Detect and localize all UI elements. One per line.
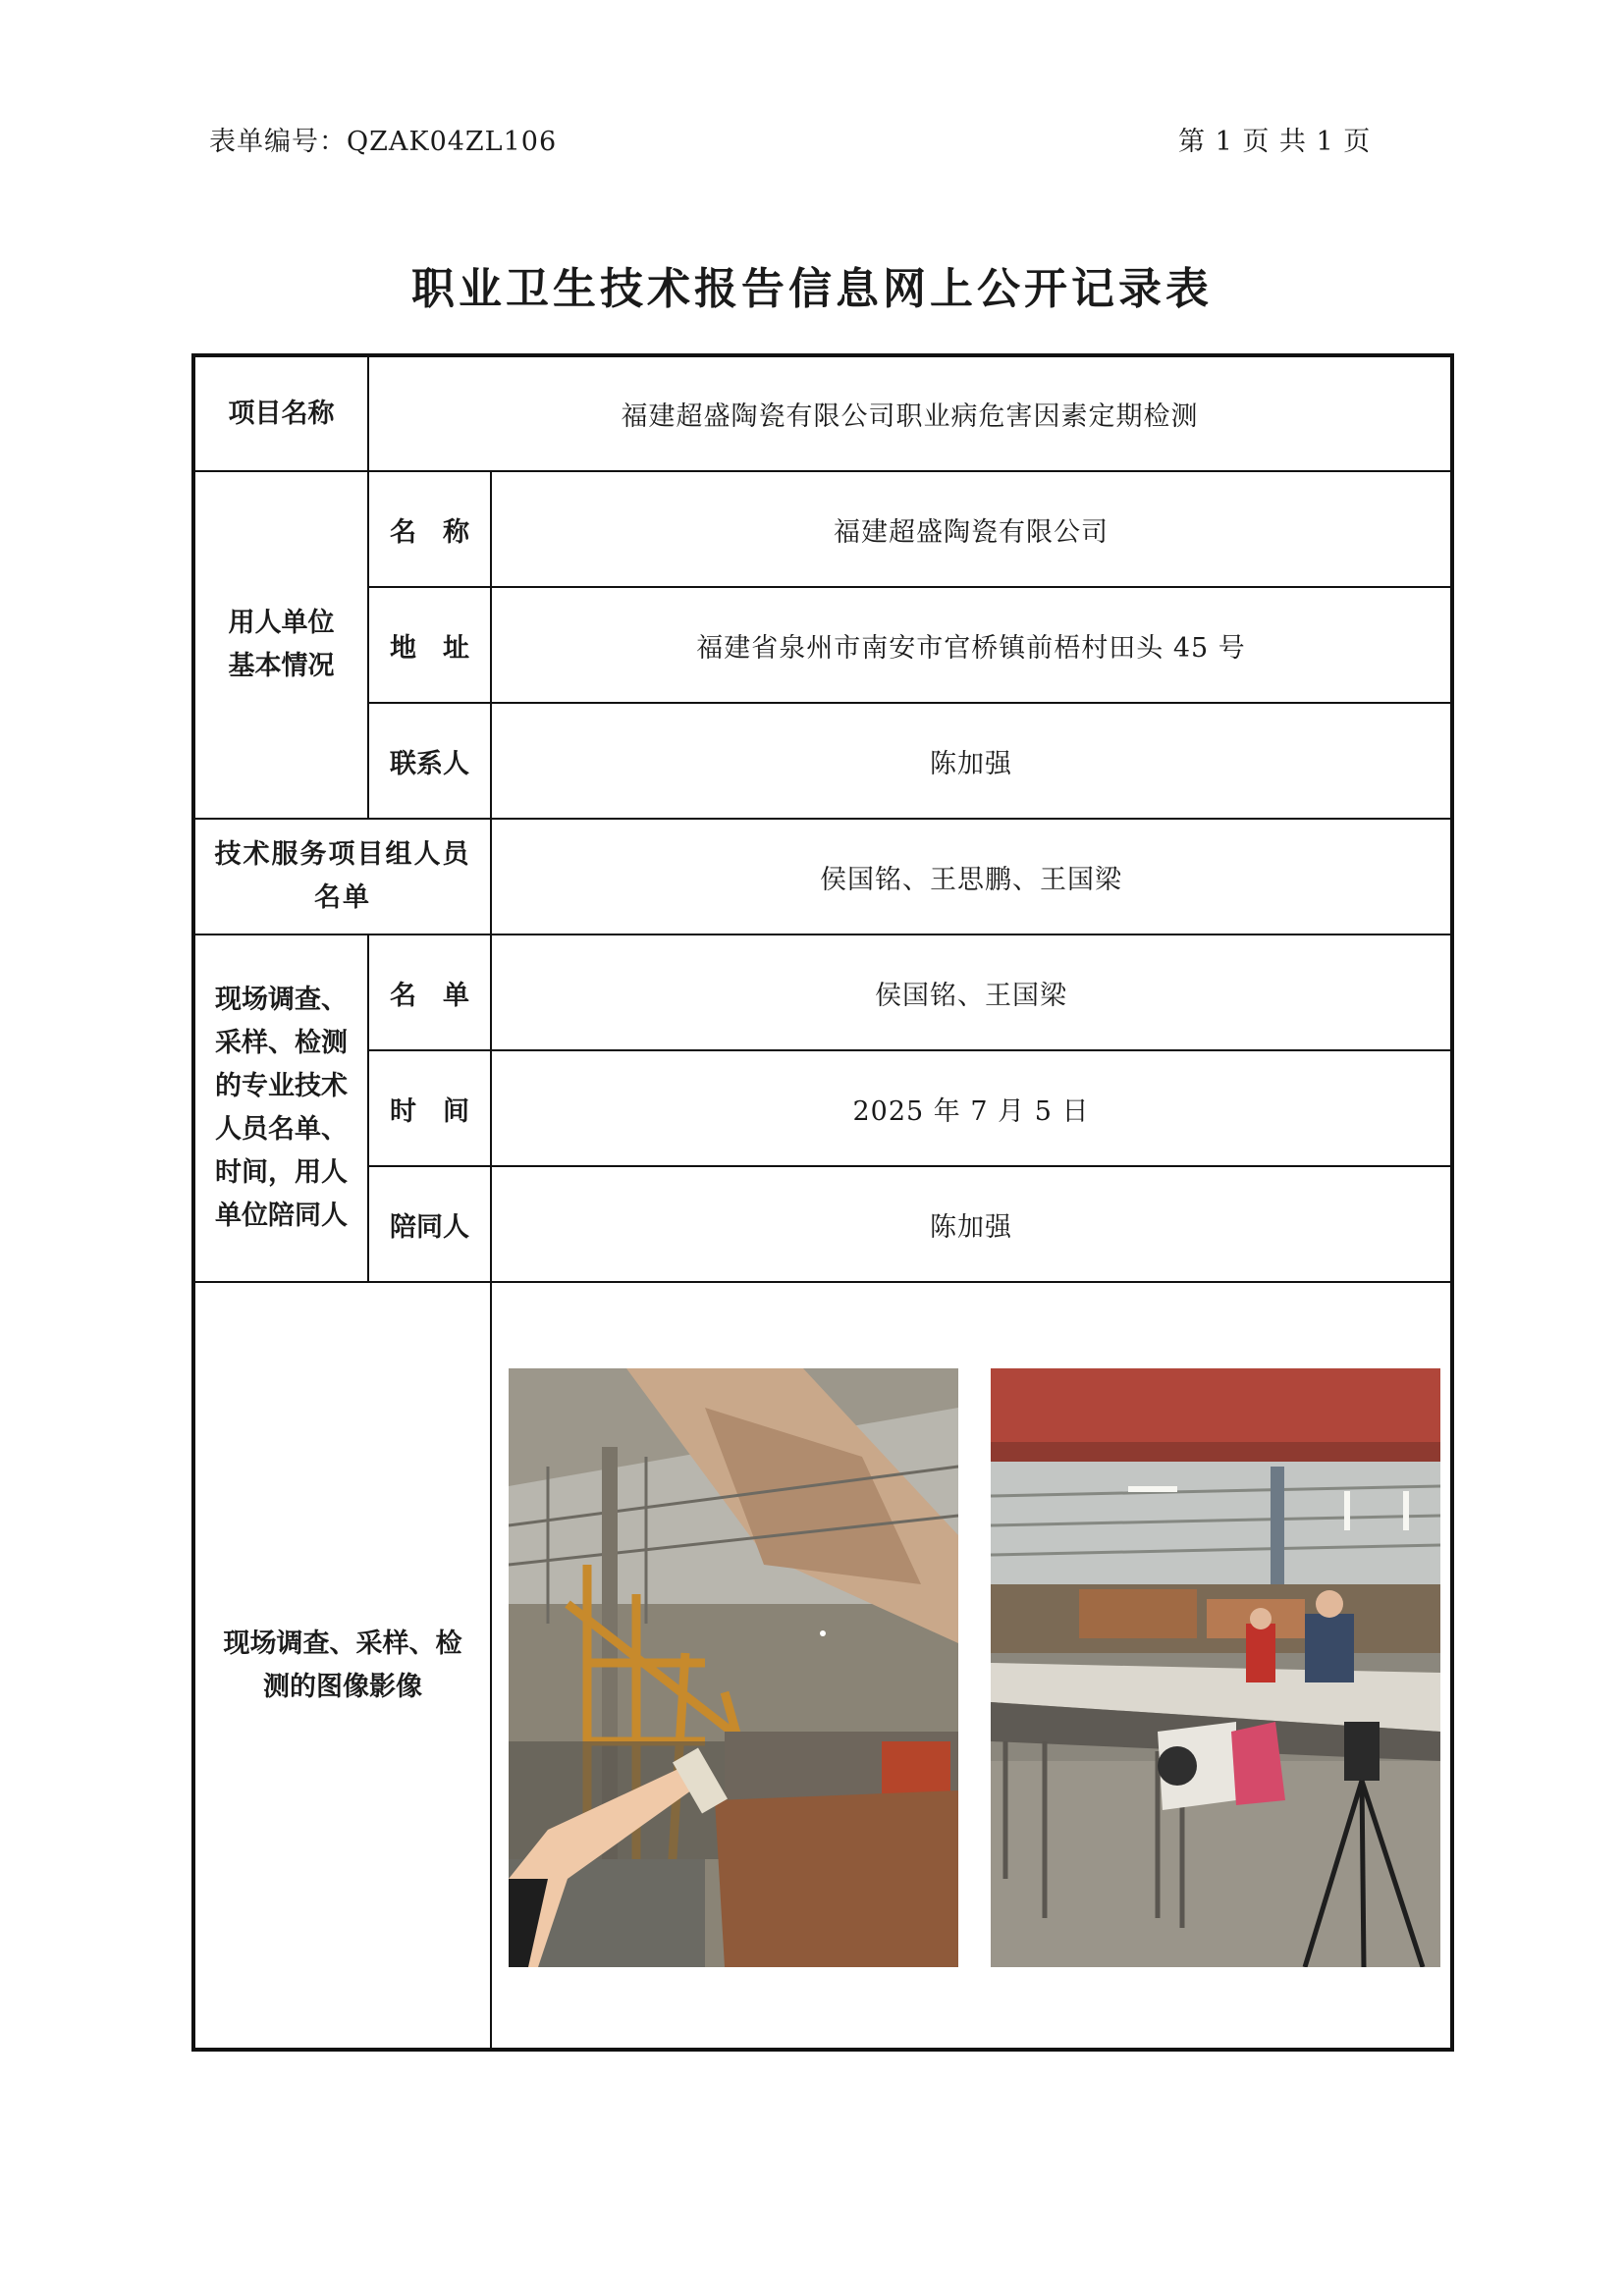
employer-name-label: 名 称 — [368, 471, 491, 587]
row-images — [193, 1282, 1452, 2050]
site-images-cell — [491, 1282, 1452, 2050]
record-table — [191, 353, 1454, 2052]
row-team — [193, 819, 1452, 934]
survey-names-label: 名 单 — [368, 934, 491, 1050]
survey-time-label: 时 间 — [368, 1050, 491, 1166]
factory-workshop-photo-1 — [509, 1368, 958, 1967]
escort-label: 陪同人 — [368, 1166, 491, 1282]
project-name-value: 福建超盛陶瓷有限公司职业病危害因素定期检测 — [368, 355, 1452, 471]
photo-gallery — [492, 1283, 1450, 2048]
employer-address-label: 地 址 — [368, 587, 491, 703]
images-label-line1: 现场调查、采样、检 — [223, 1628, 462, 1659]
survey-label-line3: 的专业技术 — [215, 1071, 348, 1101]
row-employer-contact — [193, 703, 1452, 819]
site-photo-2 — [991, 1368, 1440, 1967]
page-indicator: 第 1 页 共 1 页 — [1178, 127, 1372, 157]
row-project — [193, 355, 1452, 471]
employer-label-line1: 用人单位 — [228, 608, 335, 638]
team-members-label — [193, 819, 491, 934]
survey-label-line2: 采样、检测 — [215, 1028, 348, 1058]
employer-address-value: 福建省泉州市南安市官桥镇前梧村田头 45 号 — [491, 587, 1452, 703]
employer-info-label — [193, 471, 368, 819]
project-name-label: 项目名称 — [193, 355, 368, 471]
escort-value: 陈加强 — [491, 1166, 1452, 1282]
row-employer-address — [193, 587, 1452, 703]
team-members-value: 侯国铭、王思鹏、王国梁 — [491, 819, 1452, 934]
site-photo-1 — [509, 1368, 958, 1967]
employer-contact-value: 陈加强 — [491, 703, 1452, 819]
row-escort — [193, 1166, 1452, 1282]
employer-contact-label: 联系人 — [368, 703, 491, 819]
site-images-label — [193, 1282, 491, 2050]
form-number: 表单编号：QZAK04ZL106 — [209, 127, 558, 157]
employer-label-line2: 基本情况 — [228, 651, 335, 681]
document-title: 职业卫生技术报告信息网上公开记录表 — [411, 264, 1213, 314]
survey-staff-label — [193, 934, 368, 1282]
survey-label-line1: 现场调查、 — [215, 985, 348, 1015]
row-survey-names — [193, 934, 1452, 1050]
images-label-line2: 测的图像影像 — [263, 1671, 422, 1702]
survey-label-line6: 单位陪同人 — [215, 1201, 348, 1231]
survey-names-value: 侯国铭、王国梁 — [491, 934, 1452, 1050]
row-survey-time — [193, 1050, 1452, 1166]
survey-label-line4: 人员名单、 — [215, 1114, 348, 1145]
factory-workshop-photo-2 — [991, 1368, 1440, 1967]
row-employer-name — [193, 471, 1452, 587]
survey-label-line5: 时间，用人 — [215, 1157, 348, 1188]
team-label-line1: 技术服务项目组人员 — [214, 839, 471, 870]
survey-time-value: 2025 年 7 月 5 日 — [491, 1050, 1452, 1166]
team-label-line2: 名单 — [314, 882, 371, 913]
employer-name-value: 福建超盛陶瓷有限公司 — [491, 471, 1452, 587]
